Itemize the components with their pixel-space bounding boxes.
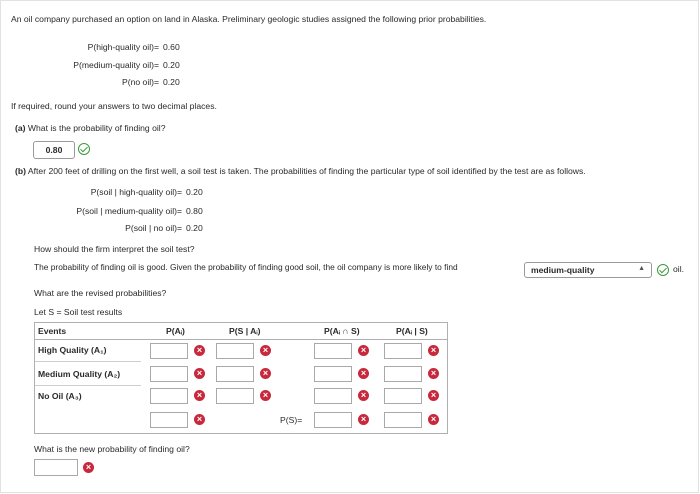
conditional-input-high[interactable] [216,343,254,359]
problem-intro: An oil company purchased an option on land in Alaska. Preliminary geologic studies assigned the following prior probabilities. [11,14,487,24]
conditional-input-none[interactable] [216,388,254,404]
header-divider [35,339,447,340]
ps-total-input[interactable] [314,412,352,428]
incorrect-x-icon: × [194,345,205,356]
incorrect-x-icon: × [194,414,205,425]
cond-value-high: 0.20 [186,187,203,197]
prior-value-medium: 0.20 [163,60,180,70]
part-a-question: What is the probability of finding oil? [27,123,166,133]
prior-label-medium: P(medium-quality oil) [73,60,154,70]
part-b-intro: After 200 feet of drilling on the first well, a soil test is taken. The probabilities of finding the particular type of soil identified by the test are as follows. [27,166,586,176]
row-label-none: No Oil (A₃) [38,391,82,401]
interpret-question: How should the firm interpret the soil test? [34,244,195,254]
cond-label-high: P(soil | high-quality oil) [90,187,177,197]
select-arrows-icon: ▲ [638,265,645,272]
prior-input-none[interactable] [150,388,188,404]
part-a-label: (a) [15,123,26,133]
prior-total-input[interactable] [150,412,188,428]
incorrect-x-icon: × [260,390,271,401]
row-label-medium: Medium Quality (A₂) [38,369,121,379]
correct-check-icon [657,264,669,276]
let-s-note: Let S = Soil test results [34,307,123,317]
cond-eq-medium: = [177,206,183,216]
ps-label: P(S)= [280,415,303,425]
prior-value-high: 0.60 [163,42,180,52]
new-prob-input[interactable] [34,459,78,476]
col-header-conditional: P(S | Aᵢ) [229,326,261,336]
posterior-input-high[interactable] [384,343,422,359]
cond-label-none: P(soil | no oil) [125,223,177,233]
prior-eq-none: = [154,77,160,87]
conditional-input-medium[interactable] [216,366,254,382]
interpret-sentence: The probability of finding oil is good. Given the probability of finding good soil, the oil company is more likely to find [34,262,458,272]
incorrect-x-icon: × [83,462,94,473]
incorrect-x-icon: × [428,390,439,401]
cond-eq-none: = [177,223,183,233]
row-divider [35,361,141,362]
incorrect-x-icon: × [358,345,369,356]
part-b-label: (b) [15,166,26,176]
joint-input-medium[interactable] [314,366,352,382]
select-suffix: oil. [673,264,684,274]
row-label-high: High Quality (A₁) [38,345,107,355]
bayes-table [34,322,448,434]
prior-eq-high: = [154,42,160,52]
col-header-joint: P(Aᵢ ∩ S) [324,326,360,336]
part-a-answer-input[interactable]: 0.80 [33,141,75,159]
prior-label-high: P(high-quality oil) [87,42,154,52]
cond-value-none: 0.20 [186,223,203,233]
incorrect-x-icon: × [194,390,205,401]
incorrect-x-icon: × [428,368,439,379]
correct-check-icon [78,143,90,155]
cond-eq-high: = [177,187,183,197]
posterior-input-medium[interactable] [384,366,422,382]
cond-label-medium: P(soil | medium-quality oil) [76,206,177,216]
incorrect-x-icon: × [428,345,439,356]
col-header-prior: P(Aᵢ) [166,326,185,336]
col-header-posterior: P(Aᵢ | S) [396,326,428,336]
prior-eq-medium: = [154,60,160,70]
incorrect-x-icon: × [428,414,439,425]
col-header-events: Events [38,326,67,336]
joint-input-high[interactable] [314,343,352,359]
oil-quality-select[interactable] [524,262,652,278]
posterior-input-none[interactable] [384,388,422,404]
row-divider [35,385,141,386]
revised-question: What are the revised probabilities? [34,288,167,298]
prior-value-none: 0.20 [163,77,180,87]
prior-input-high[interactable] [150,343,188,359]
prior-label-none: P(no oil) [122,77,154,87]
incorrect-x-icon: × [260,368,271,379]
incorrect-x-icon: × [260,345,271,356]
rounding-note: If required, round your answers to two decimal places. [11,101,217,111]
incorrect-x-icon: × [358,414,369,425]
joint-input-none[interactable] [314,388,352,404]
incorrect-x-icon: × [358,390,369,401]
new-prob-question: What is the new probability of finding oil? [34,444,190,454]
incorrect-x-icon: × [194,368,205,379]
oil-quality-select-value: medium-quality [531,265,595,275]
incorrect-x-icon: × [358,368,369,379]
prior-input-medium[interactable] [150,366,188,382]
cond-value-medium: 0.80 [186,206,203,216]
posterior-total-input[interactable] [384,412,422,428]
